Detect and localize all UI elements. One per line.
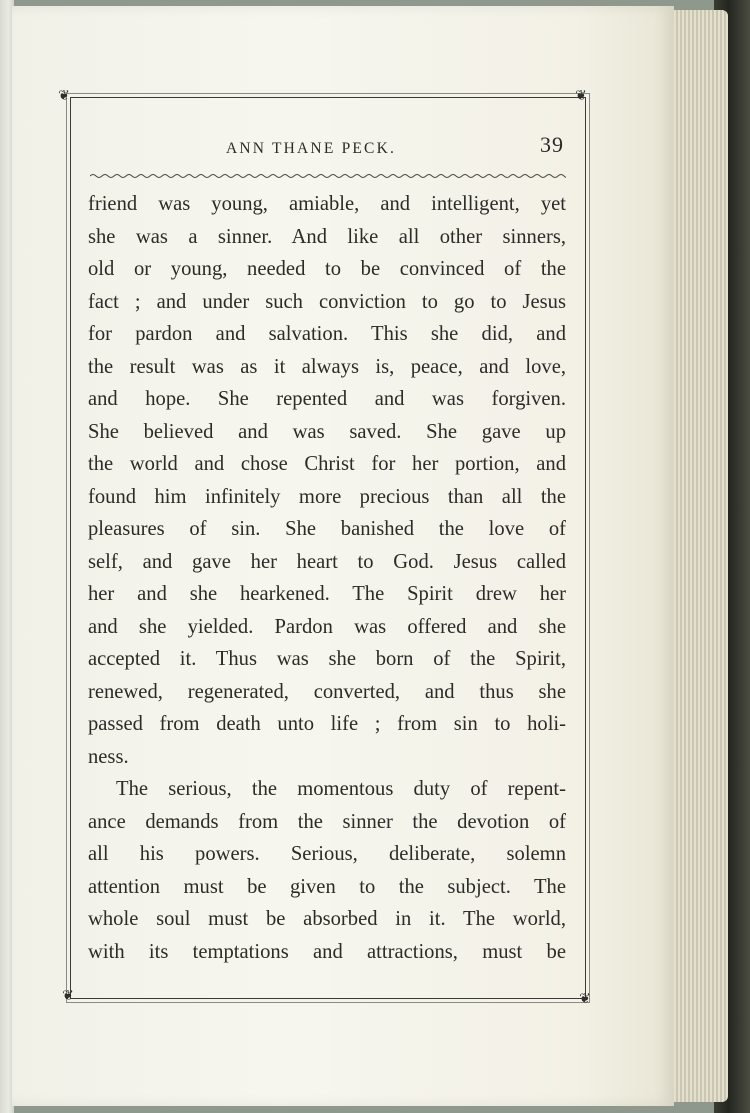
text-line: the result was as it always is, peace, and love, [88,355,566,378]
text-line: all his powers. Serious, deliberate, solemn [88,843,566,865]
text-line: She believed and was saved. She gave up [88,420,566,443]
text-line: The serious, the momentous duty of repent- [116,778,566,800]
text-line: friend was young, amiable, and intelligent, yet [88,193,566,215]
text-line: renewed, regenerated, converted, and thus she [88,680,566,703]
text-line: pleasures of sin. She banished the love of [88,518,566,540]
corner-ornament-icon: ❦ [58,88,70,104]
text-line: the world and chose Christ for her portion, and [88,453,566,475]
text-line: found him infinitely more precious than all the [88,485,566,508]
text-line: and hope. She repented and was forgiven. [88,388,566,410]
text-line: ance demands from the sinner the devotion of [88,810,566,833]
running-head: ANN THANE PECK. [226,140,397,157]
text-line: fact ; and under such conviction to go to Jesus [88,290,566,313]
text-line: her and she hearkened. The Spirit drew her [88,583,566,605]
page-header [88,134,566,164]
corner-ornament-icon: ❦ [575,88,587,104]
text-line: with its temptations and attractions, must be [88,940,566,963]
body-text [88,188,566,968]
text-line: self, and gave her heart to God. Jesus called [88,550,566,573]
text-line: accepted it. Thus was she born of the Spirit, [88,648,566,670]
text-line: for pardon and salvation. This she did, and [88,323,566,345]
text-line: whole soul must be absorbed in it. The world, [88,908,566,930]
text-line: she was a sinner. And like all other sinners, [88,225,566,248]
corner-ornament-icon: ❦ [579,991,591,1007]
corner-ornament-icon: ❦ [62,988,74,1004]
text-line: passed from death unto life ; from sin to holi- [88,713,566,735]
text-line: ness. [88,745,129,768]
page-number: 39 [540,132,564,157]
wavy-rule [90,172,566,180]
page-edges [668,10,728,1102]
text-line: and she yielded. Pardon was offered and she [88,615,566,638]
text-line: attention must be given to the subject. The [88,875,566,898]
text-line: old or young, needed to be convinced of the [88,258,566,280]
